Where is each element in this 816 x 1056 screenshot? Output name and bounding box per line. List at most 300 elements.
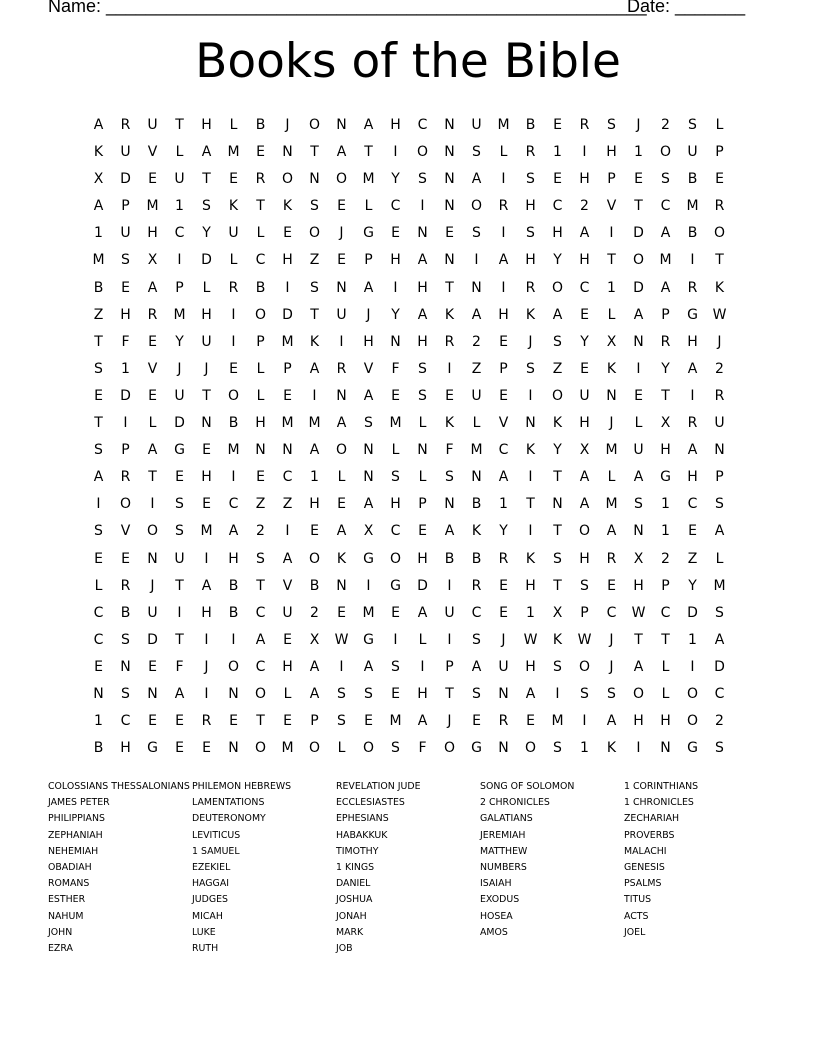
grid-letter: S bbox=[121, 631, 130, 648]
grid-letter: R bbox=[714, 387, 725, 404]
grid-letter: E bbox=[499, 577, 508, 594]
grid-letter: G bbox=[174, 442, 185, 459]
grid-letter: P bbox=[445, 658, 454, 675]
grid-letter: S bbox=[607, 117, 616, 133]
grid-letter: M bbox=[200, 523, 213, 540]
grid-letter: M bbox=[227, 144, 240, 161]
grid-letter: I bbox=[339, 333, 344, 350]
grid-letter: J bbox=[717, 333, 722, 350]
grid-letter: 1 bbox=[175, 198, 184, 215]
word-item: JOHN bbox=[48, 926, 73, 938]
grid-letter: A bbox=[606, 523, 617, 540]
grid-letter: X bbox=[363, 523, 374, 540]
grid-letter: S bbox=[580, 577, 589, 594]
grid-letter: 2 bbox=[715, 713, 724, 730]
grid-letter: H bbox=[147, 225, 158, 242]
grid-letter: Y bbox=[553, 442, 562, 459]
grid-letter: X bbox=[552, 604, 563, 621]
grid-letter: M bbox=[497, 117, 510, 133]
grid-letter: N bbox=[417, 225, 428, 242]
grid-letter: L bbox=[364, 198, 373, 215]
grid-letter: I bbox=[582, 144, 587, 161]
grid-letter: T bbox=[715, 252, 724, 269]
grid-letter: S bbox=[607, 685, 616, 702]
grid-letter: L bbox=[418, 631, 427, 648]
grid-letter: C bbox=[174, 225, 185, 242]
grid-letter: S bbox=[364, 415, 373, 432]
grid-letter: N bbox=[201, 415, 212, 432]
grid-letter: H bbox=[660, 713, 671, 730]
grid-letter: E bbox=[283, 713, 292, 730]
grid-letter: M bbox=[281, 415, 294, 432]
grid-letter: I bbox=[501, 171, 506, 188]
grid-letter: I bbox=[204, 631, 209, 648]
grid-letter: T bbox=[94, 333, 103, 350]
word-item: MICAH bbox=[192, 910, 223, 922]
grid-letter: H bbox=[417, 279, 428, 296]
grid-letter: S bbox=[688, 117, 697, 133]
grid-letter: F bbox=[418, 740, 427, 757]
grid-letter: U bbox=[282, 604, 293, 621]
grid-letter: S bbox=[256, 550, 265, 567]
grid-letter: G bbox=[390, 577, 401, 594]
grid-letter: U bbox=[147, 604, 158, 621]
grid-letter: H bbox=[606, 144, 617, 161]
grid-letter: H bbox=[687, 469, 698, 486]
grid-letter: C bbox=[606, 604, 617, 621]
word-column bbox=[336, 779, 480, 957]
grid-letter: I bbox=[528, 469, 533, 486]
grid-letter: S bbox=[634, 496, 643, 513]
word-item: PHILEMON HEBREWS bbox=[192, 781, 292, 792]
word-item: EZEKIEL bbox=[192, 861, 231, 873]
grid-letter: J bbox=[609, 658, 614, 675]
word-search-grid bbox=[85, 112, 733, 762]
grid-letter: K bbox=[714, 279, 725, 296]
grid-letter: N bbox=[93, 685, 104, 702]
grid-letter: 2 bbox=[661, 117, 670, 133]
grid-letter: I bbox=[393, 631, 398, 648]
grid-letter: N bbox=[633, 523, 644, 540]
grid-letter: M bbox=[362, 604, 375, 621]
grid-letter: E bbox=[526, 713, 535, 730]
grid-letter: C bbox=[255, 658, 266, 675]
grid-letter: S bbox=[553, 658, 562, 675]
grid-letter: O bbox=[470, 198, 483, 215]
grid-letter: E bbox=[148, 658, 157, 675]
grid-letter: E bbox=[418, 523, 427, 540]
grid-letter: T bbox=[661, 631, 670, 648]
grid-letter: H bbox=[228, 550, 239, 567]
grid-letter: Y bbox=[580, 333, 589, 350]
word-item: REVELATION JUDE bbox=[336, 781, 421, 792]
grid-letter: A bbox=[282, 550, 293, 567]
grid-letter: A bbox=[633, 658, 644, 675]
grid-letter: A bbox=[417, 306, 428, 323]
grid-letter: B bbox=[525, 117, 536, 133]
grid-letter: T bbox=[634, 631, 643, 648]
grid-letter: C bbox=[390, 523, 401, 540]
grid-letter: A bbox=[579, 469, 590, 486]
grid-letter: K bbox=[525, 442, 536, 459]
grid-letter: S bbox=[526, 360, 535, 377]
grid-letter: O bbox=[686, 685, 699, 702]
grid-letter: L bbox=[337, 740, 346, 757]
grid-letter: J bbox=[366, 306, 371, 323]
word-item: JOEL bbox=[624, 926, 646, 938]
grid-letter: N bbox=[147, 685, 158, 702]
grid-letter: E bbox=[121, 279, 130, 296]
grid-letter: D bbox=[714, 658, 725, 675]
grid-letter: C bbox=[93, 604, 104, 621]
grid-letter: N bbox=[660, 740, 671, 757]
grid-letter: K bbox=[525, 306, 536, 323]
grid-letter: N bbox=[444, 496, 455, 513]
grid-letter: M bbox=[659, 252, 672, 269]
grid-letter: I bbox=[420, 198, 425, 215]
grid-letter: B bbox=[93, 279, 104, 296]
grid-letter: U bbox=[687, 144, 698, 161]
grid-letter: H bbox=[390, 117, 401, 133]
grid-letter: L bbox=[661, 685, 670, 702]
grid-letter: A bbox=[93, 469, 104, 486]
grid-letter: G bbox=[147, 740, 158, 757]
name-field-label: Name: ______________________________________________________ bbox=[48, 0, 647, 16]
grid-letter: E bbox=[229, 360, 238, 377]
grid-letter: T bbox=[607, 252, 616, 269]
grid-letter: 1 bbox=[634, 144, 643, 161]
grid-letter: X bbox=[633, 550, 644, 567]
grid-letter: H bbox=[201, 469, 212, 486]
grid-letter: R bbox=[714, 198, 725, 215]
grid-letter: I bbox=[204, 550, 209, 567]
grid-letter: U bbox=[174, 550, 185, 567]
grid-letter: S bbox=[175, 523, 184, 540]
grid-letter: I bbox=[609, 225, 614, 242]
grid-letter: I bbox=[636, 740, 641, 757]
grid-letter: O bbox=[713, 225, 726, 242]
word-item: MARK bbox=[336, 926, 364, 938]
grid-letter: V bbox=[606, 198, 617, 215]
grid-letter: H bbox=[660, 442, 671, 459]
grid-letter: R bbox=[228, 279, 239, 296]
word-item: PHILIPPIANS bbox=[48, 813, 105, 825]
grid-letter: D bbox=[282, 306, 293, 323]
grid-letter: O bbox=[362, 740, 375, 757]
grid-letter: I bbox=[231, 631, 236, 648]
grid-letter: S bbox=[661, 171, 670, 188]
grid-letter: S bbox=[94, 360, 103, 377]
grid-letter: T bbox=[256, 198, 265, 215]
grid-letter: O bbox=[308, 740, 321, 757]
word-item: ESTHER bbox=[48, 894, 86, 906]
grid-letter: J bbox=[204, 658, 209, 675]
grid-letter: X bbox=[93, 171, 104, 188]
grid-letter: T bbox=[634, 198, 643, 215]
grid-letter: N bbox=[147, 550, 158, 567]
grid-letter: G bbox=[363, 225, 374, 242]
grid-letter: D bbox=[633, 279, 644, 296]
grid-letter: A bbox=[687, 360, 698, 377]
grid-letter: H bbox=[579, 252, 590, 269]
grid-letter: 1 bbox=[607, 279, 616, 296]
grid-letter: M bbox=[227, 442, 240, 459]
grid-letter: I bbox=[231, 333, 236, 350]
grid-letter: J bbox=[501, 631, 506, 648]
grid-letter: C bbox=[228, 496, 239, 513]
grid-letter: E bbox=[580, 306, 589, 323]
grid-letter: L bbox=[148, 415, 157, 432]
grid-letter: E bbox=[553, 171, 562, 188]
grid-letter: K bbox=[606, 740, 617, 757]
grid-letter: O bbox=[416, 144, 429, 161]
grid-letter: Y bbox=[661, 360, 670, 377]
word-item: JONAH bbox=[336, 910, 367, 922]
grid-letter: O bbox=[335, 171, 348, 188]
grid-letter: L bbox=[229, 252, 238, 269]
grid-letter: N bbox=[498, 685, 509, 702]
grid-letter: A bbox=[444, 523, 455, 540]
grid-letter: D bbox=[147, 631, 158, 648]
grid-letter: O bbox=[308, 117, 321, 133]
grid-letter: M bbox=[605, 496, 618, 513]
grid-letter: E bbox=[445, 225, 454, 242]
grid-letter: E bbox=[148, 171, 157, 188]
grid-letter: J bbox=[204, 360, 209, 377]
grid-letter: A bbox=[606, 713, 617, 730]
grid-letter: T bbox=[175, 631, 184, 648]
grid-letter: N bbox=[282, 144, 293, 161]
grid-letter: S bbox=[94, 442, 103, 459]
grid-letter: D bbox=[174, 415, 185, 432]
grid-letter: H bbox=[525, 198, 536, 215]
grid-letter: D bbox=[417, 577, 428, 594]
grid-letter: S bbox=[418, 387, 427, 404]
grid-letter: E bbox=[175, 469, 184, 486]
grid-letter: Z bbox=[255, 496, 266, 513]
grid-letter: H bbox=[363, 333, 374, 350]
grid-letter: E bbox=[472, 713, 481, 730]
grid-letter: K bbox=[309, 333, 320, 350]
grid-letter: A bbox=[579, 225, 590, 242]
grid-letter: N bbox=[309, 171, 320, 188]
grid-letter: R bbox=[255, 171, 266, 188]
grid-letter: W bbox=[334, 631, 349, 648]
page-title: Books of the Bible bbox=[195, 34, 621, 89]
grid-letter: E bbox=[580, 360, 589, 377]
grid-letter: M bbox=[308, 415, 321, 432]
grid-letter: Y bbox=[202, 225, 211, 242]
grid-letter: R bbox=[120, 577, 131, 594]
grid-letter: S bbox=[337, 685, 346, 702]
grid-letter: T bbox=[175, 117, 184, 133]
grid-letter: A bbox=[417, 713, 428, 730]
grid-letter: E bbox=[391, 685, 400, 702]
grid-letter: E bbox=[148, 333, 157, 350]
grid-letter: N bbox=[120, 658, 131, 675]
word-item: JOB bbox=[336, 942, 353, 954]
grid-letter: P bbox=[715, 469, 724, 486]
grid-letter: R bbox=[498, 550, 509, 567]
grid-letter: H bbox=[417, 333, 428, 350]
grid-letter: G bbox=[687, 740, 698, 757]
grid-letter: F bbox=[445, 442, 454, 459]
grid-letter: T bbox=[553, 523, 562, 540]
grid-letter: 1 bbox=[526, 604, 535, 621]
grid-letter: L bbox=[175, 144, 184, 161]
grid-letter: S bbox=[526, 225, 535, 242]
grid-letter: I bbox=[177, 252, 182, 269]
grid-letter: 1 bbox=[94, 225, 103, 242]
grid-letter: E bbox=[337, 496, 346, 513]
grid-letter: O bbox=[632, 252, 645, 269]
grid-letter: H bbox=[525, 658, 536, 675]
grid-letter: L bbox=[607, 469, 616, 486]
grid-letter: Z bbox=[471, 360, 482, 377]
grid-letter: R bbox=[579, 117, 590, 133]
grid-letter: L bbox=[202, 279, 211, 296]
grid-letter: N bbox=[471, 469, 482, 486]
grid-letter: A bbox=[471, 306, 482, 323]
grid-letter: E bbox=[337, 252, 346, 269]
grid-letter: I bbox=[285, 279, 290, 296]
grid-letter: I bbox=[528, 387, 533, 404]
grid-letter: A bbox=[336, 144, 347, 161]
grid-letter: H bbox=[201, 306, 212, 323]
grid-letter: L bbox=[607, 306, 616, 323]
date-field-label: Date: _______ bbox=[627, 0, 746, 16]
grid-letter: 2 bbox=[715, 360, 724, 377]
grid-letter: D bbox=[120, 387, 131, 404]
grid-letter: 1 bbox=[688, 631, 697, 648]
grid-letter: M bbox=[362, 171, 375, 188]
grid-letter: R bbox=[147, 306, 158, 323]
word-column bbox=[48, 779, 192, 957]
grid-letter: I bbox=[690, 252, 695, 269]
grid-letter: I bbox=[447, 577, 452, 594]
word-item: LAMENTATIONS bbox=[192, 797, 265, 809]
word-item: GENESIS bbox=[624, 861, 665, 873]
grid-letter: V bbox=[120, 523, 131, 540]
grid-letter: N bbox=[417, 442, 428, 459]
word-column bbox=[480, 779, 624, 957]
grid-letter: H bbox=[390, 496, 401, 513]
grid-letter: S bbox=[202, 198, 211, 215]
grid-letter: S bbox=[472, 631, 481, 648]
grid-letter: S bbox=[472, 685, 481, 702]
grid-letter: E bbox=[634, 387, 643, 404]
grid-letter: N bbox=[336, 279, 347, 296]
grid-letter: L bbox=[661, 658, 670, 675]
grid-letter: B bbox=[687, 225, 698, 242]
grid-letter: Y bbox=[688, 577, 697, 594]
word-item: NEHEMIAH bbox=[48, 845, 99, 857]
grid-letter: H bbox=[120, 740, 131, 757]
grid-letter: V bbox=[282, 577, 293, 594]
grid-letter: R bbox=[687, 415, 698, 432]
grid-letter: B bbox=[255, 279, 266, 296]
grid-letter: A bbox=[417, 604, 428, 621]
grid-letter: T bbox=[661, 387, 670, 404]
grid-letter: A bbox=[660, 279, 671, 296]
word-item: HABAKKUK bbox=[336, 829, 388, 841]
grid-letter: Z bbox=[687, 550, 698, 567]
grid-letter: I bbox=[501, 279, 506, 296]
grid-letter: E bbox=[391, 387, 400, 404]
grid-letter: N bbox=[336, 117, 347, 133]
grid-letter: 1 bbox=[94, 713, 103, 730]
grid-letter: A bbox=[228, 523, 239, 540]
word-item: ISAIAH bbox=[480, 878, 512, 890]
grid-letter: M bbox=[173, 306, 186, 323]
grid-letter: I bbox=[501, 225, 506, 242]
grid-letter: E bbox=[94, 387, 103, 404]
grid-letter: A bbox=[336, 415, 347, 432]
grid-letter: N bbox=[471, 279, 482, 296]
word-item: 1 KINGS bbox=[336, 861, 375, 873]
grid-letter: I bbox=[474, 252, 479, 269]
grid-letter: S bbox=[445, 469, 454, 486]
grid-letter: A bbox=[363, 117, 374, 133]
grid-letter: P bbox=[661, 577, 670, 594]
grid-letter: M bbox=[470, 442, 483, 459]
word-item: COLOSSIANS THESSALONIANS bbox=[48, 781, 190, 792]
grid-letter: A bbox=[471, 171, 482, 188]
grid-letter: H bbox=[201, 117, 212, 133]
grid-letter: I bbox=[204, 685, 209, 702]
grid-letter: P bbox=[256, 333, 265, 350]
grid-letter: Y bbox=[175, 333, 184, 350]
grid-letter: S bbox=[391, 469, 400, 486]
grid-letter: C bbox=[714, 685, 725, 702]
grid-letter: L bbox=[256, 360, 265, 377]
word-item: ECCLESIASTES bbox=[336, 797, 405, 809]
grid-letter: P bbox=[364, 252, 373, 269]
word-item: LUKE bbox=[192, 926, 216, 938]
grid-letter: O bbox=[632, 685, 645, 702]
grid-letter: L bbox=[715, 117, 724, 133]
grid-letter: S bbox=[418, 171, 427, 188]
word-item: MALACHI bbox=[624, 845, 667, 857]
word-item: JUDGES bbox=[192, 894, 228, 906]
grid-letter: O bbox=[254, 685, 267, 702]
grid-letter: A bbox=[174, 685, 185, 702]
grid-letter: T bbox=[202, 387, 211, 404]
grid-letter: 2 bbox=[472, 333, 481, 350]
grid-letter: Y bbox=[391, 171, 400, 188]
grid-letter: I bbox=[636, 360, 641, 377]
grid-letter: N bbox=[282, 442, 293, 459]
grid-letter: U bbox=[444, 604, 455, 621]
grid-letter: I bbox=[393, 144, 398, 161]
grid-letter: 1 bbox=[661, 523, 670, 540]
grid-letter: R bbox=[201, 713, 212, 730]
grid-letter: A bbox=[714, 631, 725, 648]
word-item: AMOS bbox=[480, 926, 508, 938]
grid-letter: C bbox=[255, 252, 266, 269]
grid-letter: R bbox=[687, 279, 698, 296]
grid-letter: U bbox=[498, 658, 509, 675]
grid-letter: A bbox=[633, 469, 644, 486]
word-item: RUTH bbox=[192, 942, 219, 954]
grid-letter: H bbox=[552, 225, 563, 242]
grid-letter: W bbox=[577, 631, 592, 648]
grid-letter: N bbox=[228, 740, 239, 757]
word-item: NAHUM bbox=[48, 910, 84, 922]
grid-letter: C bbox=[687, 496, 698, 513]
grid-letter: A bbox=[579, 496, 590, 513]
grid-letter: S bbox=[418, 360, 427, 377]
